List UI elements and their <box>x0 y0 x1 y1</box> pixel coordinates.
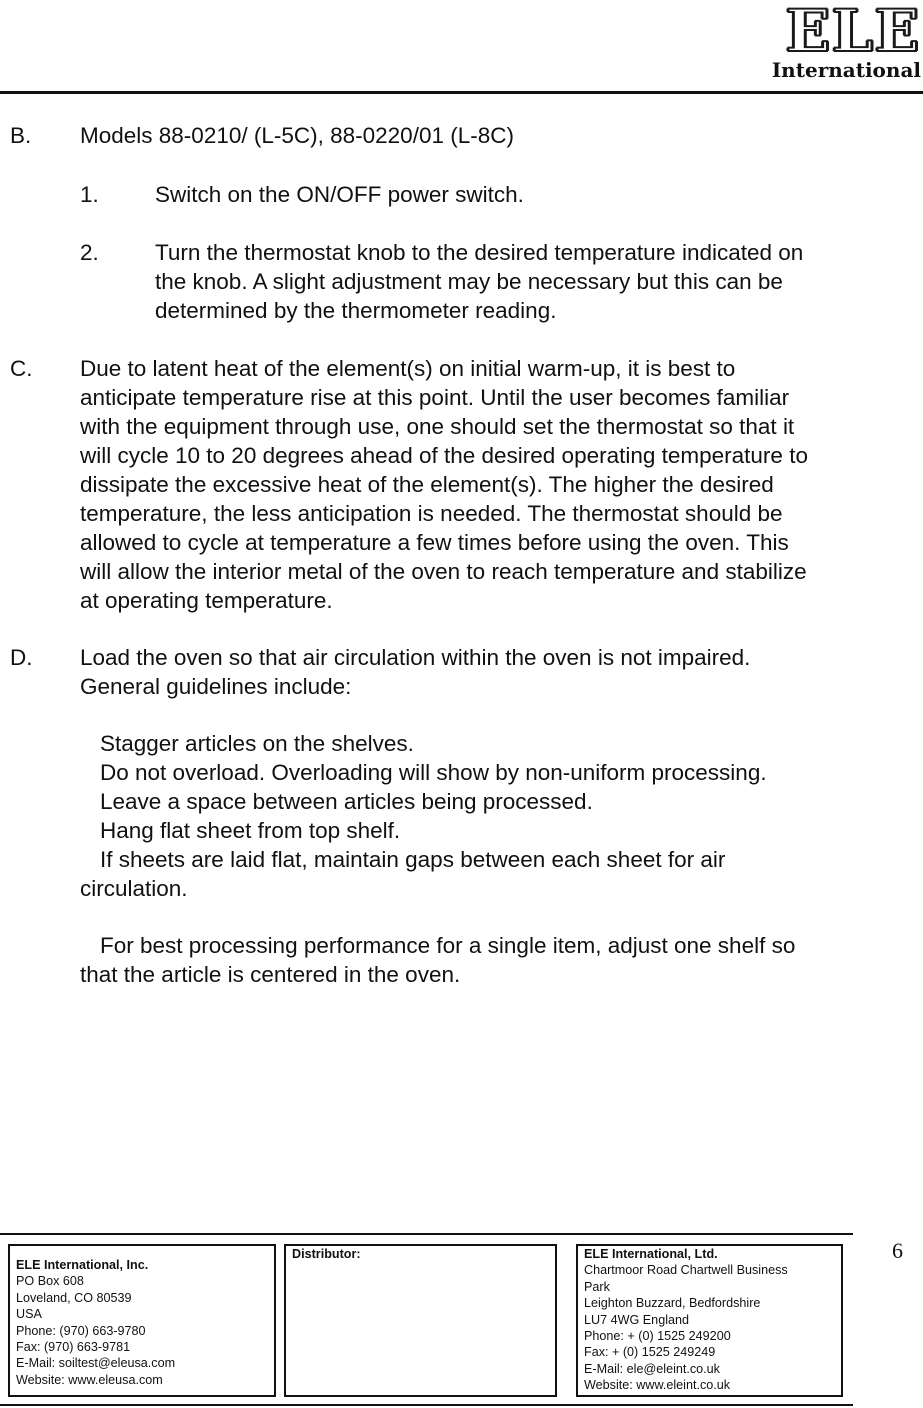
guideline-item: Hang flat sheet from top shelf. <box>100 818 401 843</box>
footer-bottom-rule <box>0 1404 853 1406</box>
us-office-fax: Fax: (970) 663-9781 <box>16 1340 131 1355</box>
step-2-line: determined by the thermometer reading. <box>155 298 557 323</box>
final-note-line: that the article is centered in the oven. <box>80 962 461 987</box>
section-b-label: B. <box>10 123 32 148</box>
logo-subtitle: International <box>771 58 921 82</box>
logo-mark: ELE <box>785 0 921 65</box>
uk-office-fax: Fax: + (0) 1525 249249 <box>584 1345 716 1360</box>
section-c-line: Due to latent heat of the element(s) on initial warm-up, it is best to <box>80 356 736 381</box>
section-d-line: General guidelines include: <box>80 674 352 699</box>
uk-office-name: ELE International, Ltd. <box>584 1247 718 1261</box>
uk-office-line: LU7 4WG England <box>584 1312 690 1327</box>
uk-office-website[interactable]: Website: www.eleint.co.uk <box>584 1378 731 1393</box>
guideline-item: Do not overload. Overloading will show by non-uniform processing. <box>100 760 767 785</box>
uk-office-line: Leighton Buzzard, Bedfordshire <box>584 1296 761 1311</box>
guideline-item-wrap: circulation. <box>80 876 188 901</box>
section-b-title: Models 88-0210/ (L-5C), 88-0220/01 (L-8C) <box>80 123 514 148</box>
guideline-item: If sheets are laid flat, maintain gaps between each sheet for air <box>100 847 726 872</box>
uk-office-address-box <box>576 1244 843 1397</box>
us-office-website[interactable]: Website: www.eleusa.com <box>16 1372 163 1387</box>
step-2-number: 2. <box>80 240 99 265</box>
footer-top-rule <box>0 1233 853 1235</box>
step-2-line: Turn the thermostat knob to the desired temperature indicated on <box>155 240 804 265</box>
distributor-label: Distributor: <box>292 1247 361 1261</box>
section-c-line: will allow the interior metal of the oven to reach temperature and stabilize <box>80 559 807 584</box>
final-note-line: For best processing performance for a single item, adjust one shelf so <box>100 933 796 958</box>
guideline-item: Stagger articles on the shelves. <box>100 731 414 756</box>
us-office-name: ELE International, Inc. <box>16 1258 149 1272</box>
section-c-label: C. <box>10 356 33 381</box>
section-d-line: Load the oven so that air circulation within the oven is not impaired. <box>80 645 751 670</box>
section-d-label: D. <box>10 645 33 670</box>
us-office-line: Loveland, CO 80539 <box>16 1290 132 1305</box>
section-c-line: will cycle 10 to 20 degrees ahead of the desired operating temperature to <box>80 443 808 468</box>
section-c-line: at operating temperature. <box>80 588 333 613</box>
section-c-line: dissipate the excessive heat of the element(s). The higher the desired <box>80 472 774 497</box>
step-2-line: the knob. A slight adjustment may be necessary but this can be <box>155 269 783 294</box>
ele-international-logo <box>761 0 921 80</box>
step-1-number: 1. <box>80 182 99 207</box>
us-office-address-box <box>8 1244 276 1397</box>
uk-office-email[interactable]: E-Mail: ele@eleint.co.uk <box>584 1361 720 1376</box>
uk-office-line: Park <box>584 1279 610 1294</box>
us-office-email[interactable]: E-Mail: soiltest@eleusa.com <box>16 1356 176 1371</box>
step-1-text: Switch on the ON/OFF power switch. <box>155 182 524 207</box>
guideline-item: Leave a space between articles being processed. <box>100 789 593 814</box>
us-office-line: PO Box 608 <box>16 1274 84 1289</box>
uk-office-line: Chartmoor Road Chartwell Business <box>584 1263 788 1278</box>
page-number: 6 <box>892 1238 903 1263</box>
section-c-line: allowed to cycle at temperature a few times before using the oven. This <box>80 530 789 555</box>
us-office-line: USA <box>16 1307 42 1322</box>
section-c-line: anticipate temperature rise at this point. Until the user becomes familiar <box>80 385 790 410</box>
section-c-line: with the equipment through use, one should set the thermostat so that it <box>80 414 795 439</box>
uk-office-phone: Phone: + (0) 1525 249200 <box>584 1329 731 1344</box>
us-office-phone: Phone: (970) 663-9780 <box>16 1323 146 1338</box>
header-divider <box>0 91 923 94</box>
distributor-box <box>284 1244 557 1397</box>
section-c-line: temperature, the less anticipation is needed. The thermostat should be <box>80 501 783 526</box>
